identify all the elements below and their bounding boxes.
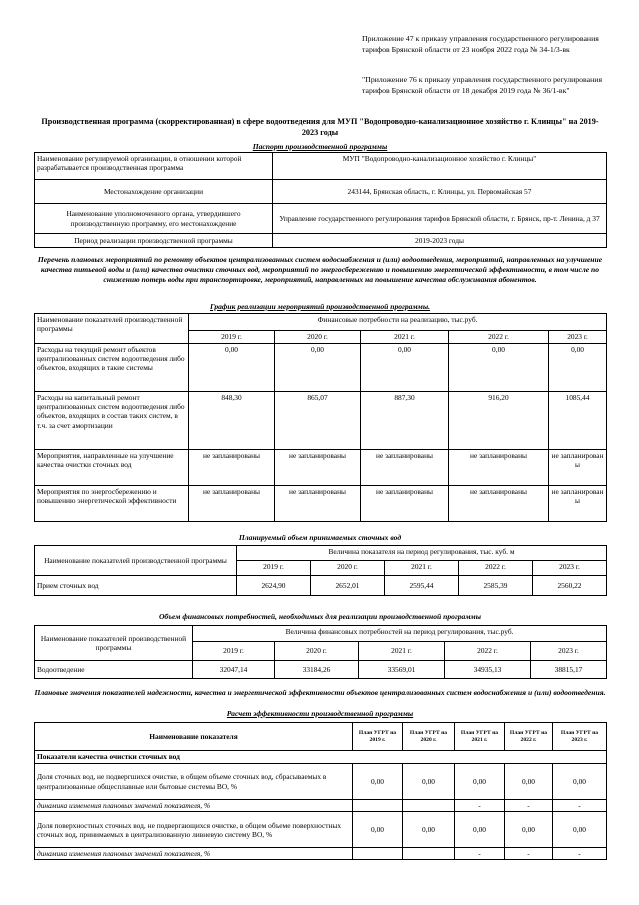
year-header: 2022 г.: [459, 561, 533, 576]
cell-value: [353, 848, 403, 860]
volume-table: [34, 545, 607, 596]
volume-column-label: Наименование показателей производственной программы: [35, 546, 237, 576]
cell-value: не запланированы: [275, 450, 361, 486]
volume-group-label: Величина показателя на период регулирования, тыс. куб. м: [237, 546, 607, 561]
cell-value: не запланирован ы: [549, 486, 607, 522]
cell-value: -: [505, 800, 553, 812]
reliability-table: [34, 722, 607, 860]
table-row: [35, 392, 607, 450]
cell-value: 0,00: [553, 764, 607, 800]
cell-value: 2624,90: [237, 576, 311, 596]
row-label: Мероприятия, направленные на улучшение качества очистки сточных вод: [35, 450, 189, 486]
measures-table: [34, 313, 607, 522]
cell-value: 848,30: [189, 392, 275, 450]
cell-value: не запланированы: [275, 486, 361, 522]
cell-value: 0,00: [403, 812, 455, 848]
table-row: [35, 764, 607, 800]
cell-value: 34935,13: [445, 661, 531, 679]
row-label: динамика изменения плановых значений показателя, %: [35, 848, 353, 860]
appendix-note-previous: "Приложение 76 к приказу управления государственного регулирования тарифов Брянской области от 18 декабря 2019 года № 36/1-вк": [362, 75, 603, 95]
year-header: 2023 г.: [533, 561, 607, 576]
passport-value: МУП "Водопроводно-канализационное хозяйство г. Клинцы": [273, 153, 607, 180]
cell-value: не запланированы: [189, 450, 275, 486]
plan-column-header: План УГРТ на 2020 г.: [403, 723, 455, 751]
finance-group-label: Величина финансовых потребностей на период регулирования, тыс.руб.: [193, 626, 607, 642]
table-row: [35, 180, 607, 204]
cell-value: [403, 800, 455, 812]
plan-column-header: План УГРТ на 2023 г.: [553, 723, 607, 751]
cell-value: 0,00: [505, 764, 553, 800]
measures-column-label: Наименование показателей производственной программы: [35, 314, 189, 344]
indicator-column-label: Наименование показателя: [35, 723, 353, 751]
row-label: динамика изменения плановых значений показателя, %: [35, 800, 353, 812]
passport-value: 243144, Брянская область, г. Клинцы, ул. Первомайская 57: [273, 180, 607, 204]
year-header: 2021 г.: [361, 331, 449, 344]
cell-value: 0,00: [353, 812, 403, 848]
year-header: 2021 г.: [385, 561, 459, 576]
table-row: [35, 576, 607, 596]
cell-value: [403, 848, 455, 860]
cell-value: 33184,26: [275, 661, 359, 679]
cell-value: не запланированы: [189, 486, 275, 522]
cell-value: 0,00: [455, 764, 505, 800]
cell-value: 2652,01: [311, 576, 385, 596]
cell-value: 916,20: [449, 392, 549, 450]
table-row: [35, 450, 607, 486]
measures-group-label: Финансовые потребности на реализацию, тыс.руб.: [189, 314, 607, 331]
document-title: Производственная программа (скорректированная) в сфере водоотведения для МУП "Водопроводно-канализационное хозяйство г. Клинцы" на 2019-2023 годы: [41, 117, 599, 137]
row-label: Мероприятия по энергосбережению и повышению энергетической эффективности: [35, 486, 189, 522]
cell-value: 0,00: [549, 344, 607, 392]
year-header: 2022 г.: [449, 331, 549, 344]
passport-label: Период реализации производственной программы: [35, 234, 273, 248]
table-row: [35, 848, 607, 860]
table-row: [35, 661, 607, 679]
cell-value: 1085,44: [549, 392, 607, 450]
cell-value: не запланированы: [361, 450, 449, 486]
cell-value: 2585,39: [459, 576, 533, 596]
cell-value: -: [553, 800, 607, 812]
finance-heading: Объем финансовых потребностей, необходимых для реализации производственной программы: [158, 612, 482, 621]
cell-value: -: [553, 848, 607, 860]
cell-value: [353, 800, 403, 812]
cell-value: не запланированы: [449, 486, 549, 522]
passport-value: Управление государственного регулирования тарифов Брянской области, г. Брянск, пр-т. Ленина, д 37: [273, 204, 607, 234]
cell-value: 38815,17: [531, 661, 607, 679]
passport-table: [34, 152, 607, 248]
passport-label: Наименование регулируемой организации, в отношении которой разрабатывается производственная программа: [35, 153, 273, 180]
passport-label: Местонахождение организации: [35, 180, 273, 204]
cell-value: 887,30: [361, 392, 449, 450]
cell-value: 33569,01: [359, 661, 445, 679]
indicator-group-label: Показатели качества очистки сточных вод: [35, 751, 607, 764]
cell-value: 0,00: [455, 812, 505, 848]
finance-column-label: Наименование показателей производственной программы: [35, 626, 193, 661]
table-row: [35, 153, 607, 180]
year-header: 2023 г.: [549, 331, 607, 344]
reliability-subheading: Расчет эффективности производственной программы: [226, 709, 414, 718]
year-header: 2019 г.: [237, 561, 311, 576]
cell-value: 0,00: [353, 764, 403, 800]
year-header: 2020 г.: [275, 642, 359, 661]
cell-value: 0,00: [449, 344, 549, 392]
row-label: Расходы на капитальный ремонт централизованных систем водоотведения либо объектов, входящих в состав таких систем, в т.ч. за счет амортизации: [35, 392, 189, 450]
cell-value: не запланированы: [361, 486, 449, 522]
cell-value: 2560,22: [533, 576, 607, 596]
measures-heading: Перечень плановых мероприятий по ремонту объектов централизованных систем водоснабжения и (или) водоотведения, мероприятий, направленных на улучшение качества питьевой воды и (или) качества очистки сточных вод, мероприятий по энергосбережению и повышению энергетической эффективности, в том числе по снижению потерь воды при транспортировке, мероприятий, направленных на повышение качества обслуживания абонентов.: [37, 255, 603, 285]
measures-subheading: График реализации мероприятий производственной программы.: [209, 302, 431, 311]
year-header: 2023 г.: [531, 642, 607, 661]
row-label: Водоотведение: [35, 661, 193, 679]
table-row: [35, 812, 607, 848]
cell-value: -: [455, 800, 505, 812]
passport-value: 2019-2023 годы: [273, 234, 607, 248]
table-group-row: [35, 751, 607, 764]
cell-value: -: [455, 848, 505, 860]
year-header: 2019 г.: [189, 331, 275, 344]
plan-column-header: План УГРТ на 2021 г.: [455, 723, 505, 751]
cell-value: 0,00: [505, 812, 553, 848]
table-header-row: [35, 314, 607, 331]
year-header: 2019 г.: [193, 642, 275, 661]
appendix-note: Приложение 47 к приказу управления государственного регулирования тарифов Брянской области от 23 ноября 2022 года № 34-1/3-вк: [362, 34, 599, 54]
row-label: Прием сточных вод: [35, 576, 237, 596]
year-header: 2021 г.: [359, 642, 445, 661]
row-label: Доля сточных вод, не подвергшихся очистке, в общем объеме сточных вод, сбрасываемых в централизованные общесплавные или бытовые системы ВО, %: [35, 764, 353, 800]
cell-value: не запланирован ы: [549, 450, 607, 486]
table-row: [35, 800, 607, 812]
plan-column-header: План УГРТ на 2019 г.: [353, 723, 403, 751]
year-header: 2020 г.: [275, 331, 361, 344]
row-label: Расходы на текущий ремонт объектов централизованных систем водоотведения либо объектов, входящих в такие системы: [35, 344, 189, 392]
year-header: 2022 г.: [445, 642, 531, 661]
row-label: Доля поверхностных сточных вод, не подвергающихся очистке, в общем объеме поверхностных сточных вод, принимаемых в централизованную ливневую систему ВО, %: [35, 812, 353, 848]
cell-value: 0,00: [403, 764, 455, 800]
table-row: [35, 486, 607, 522]
table-row: [35, 204, 607, 234]
cell-value: 865,07: [275, 392, 361, 450]
cell-value: 0,00: [275, 344, 361, 392]
year-header: 2020 г.: [311, 561, 385, 576]
cell-value: 32047,14: [193, 661, 275, 679]
passport-heading: Паспорт производственной программы: [252, 142, 388, 151]
cell-value: 0,00: [553, 812, 607, 848]
reliability-heading: Плановые значения показателей надежности, качества и энергетической эффективности объектов централизованных систем водоснабжения и (или) водоотведения.: [34, 688, 606, 697]
plan-column-header: План УГРТ на 2022 г.: [505, 723, 553, 751]
passport-label: Наименование уполномоченного органа, утвердившего производственную программу, его местонахождение: [35, 204, 273, 234]
table-row: [35, 234, 607, 248]
table-header-row: [35, 626, 607, 642]
cell-value: 0,00: [189, 344, 275, 392]
cell-value: 0,00: [361, 344, 449, 392]
cell-value: -: [505, 848, 553, 860]
table-header-row: [35, 723, 607, 751]
finance-table: [34, 625, 607, 679]
cell-value: не запланированы: [449, 450, 549, 486]
cell-value: 2595,44: [385, 576, 459, 596]
volume-heading: Планируемый объем принимаемых сточных вод: [238, 533, 402, 542]
table-header-row: [35, 546, 607, 561]
table-row: [35, 344, 607, 392]
